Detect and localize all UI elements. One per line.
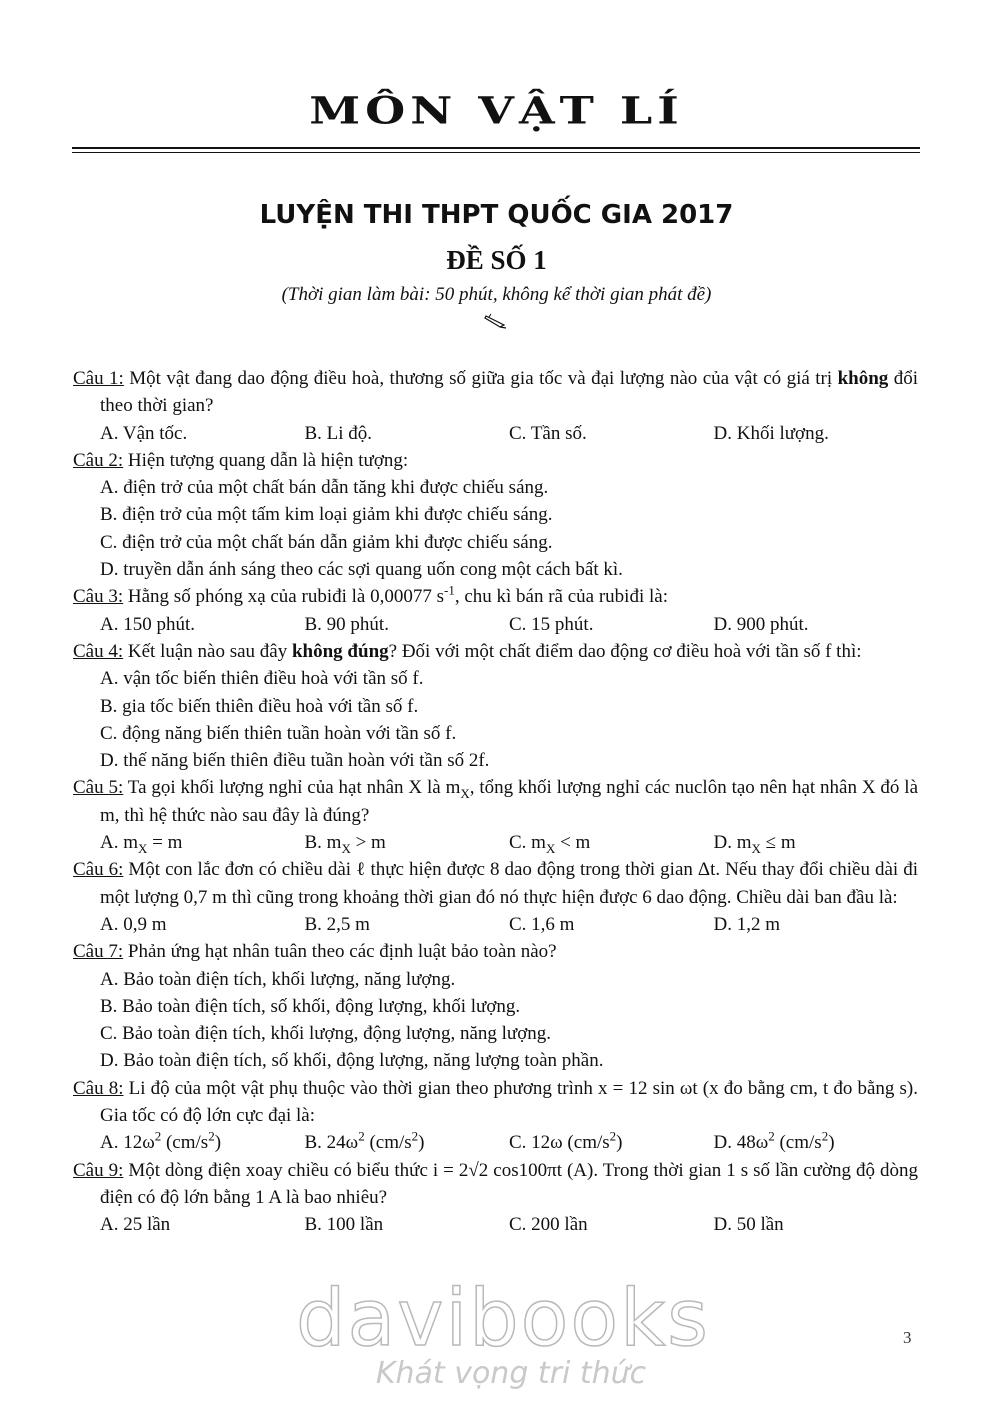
subject-title: MÔN VẬT LÍ	[309, 88, 684, 133]
option-a[interactable]: A. điện trở của một chất bán dẫn tăng khi được chiếu sáng.	[100, 477, 549, 499]
question-8	[73, 1075, 918, 1157]
stem-text: Một con lắc đơn có chiều dài ℓ thực hiện được 8 dao động trong thời gian Δt. Nếu thay đổi chiều dài đi một lượng 0,7 m thì cũng trong khoảng thời gian đó nó thực hiện được 6 dao động. Chiều dài ban đầu là:	[100, 859, 918, 908]
question-label: Câu 5:	[73, 777, 124, 799]
exam-note: (Thời gian làm bài: 50 phút, không kể thời gian phát đề)	[281, 284, 712, 305]
option-text: C. m	[509, 832, 546, 854]
option-subscript: X	[341, 840, 351, 856]
question-label: Câu 3:	[73, 586, 124, 608]
stem-emphasis: không	[837, 368, 889, 389]
option-text: )	[214, 1132, 222, 1154]
option-d[interactable]: D. Khối lượng.	[713, 422, 829, 444]
option-row	[73, 1211, 918, 1238]
option-c[interactable]: C. 15 phút.	[509, 613, 594, 635]
question-stem	[73, 1075, 918, 1130]
option-subscript: X	[545, 840, 556, 856]
question-6	[73, 856, 918, 938]
stem-text: (x đo bằng cm, t đo bằng s). Gia tốc có độ lớn cực đại là:	[100, 1077, 918, 1127]
option-superscript: 2	[358, 1128, 365, 1144]
option-text: )	[418, 1132, 425, 1154]
option-b[interactable]: B. Bảo toàn điện tích, số khối, động lượng, khối lượng.	[100, 995, 521, 1017]
option-text: (cm/s	[364, 1132, 412, 1154]
option-b[interactable]: B. 100 lần	[304, 1214, 384, 1236]
option-d[interactable]: D. 50 lần	[713, 1214, 784, 1236]
question-3	[73, 583, 918, 638]
option-b[interactable]: B. gia tốc biến thiên điều hoà với tần số f.	[100, 695, 419, 717]
option-b[interactable]: B. 2,5 m	[304, 913, 370, 935]
option-c[interactable]	[509, 1129, 714, 1156]
question-label: Câu 9:	[73, 1159, 124, 1181]
option-superscript: 2	[768, 1128, 775, 1144]
stem-text: Ta gọi khối lượng nghỉ của hạt nhân X là m	[123, 777, 461, 799]
option-d[interactable]: D. truyền dẫn ánh sáng theo các sợi quang uốn cong một cách bất kì.	[100, 559, 623, 581]
question-label: Câu 6:	[73, 859, 124, 881]
header-rule-thick	[72, 147, 920, 149]
question-stem	[73, 938, 918, 965]
option-subscript: X	[138, 840, 148, 856]
option-text: )	[828, 1132, 835, 1154]
pen-icon	[484, 313, 508, 329]
option-c[interactable]	[509, 829, 714, 856]
stem-text: (A). Trong thời gian 1 s số lần cường độ dòng điện có độ lớn bằng 1 A là bao nhiêu?	[100, 1159, 918, 1208]
question-stem	[73, 1157, 918, 1212]
stem-text: Một vật đang dao động điều hoà, thương số giữa gia tốc và đại lượng nào của vật có giá trị	[123, 368, 838, 389]
question-stem	[73, 856, 918, 911]
question-7	[73, 938, 918, 1074]
option-text: B. m	[304, 832, 342, 854]
stem-text: đổi theo thời gian?	[100, 368, 918, 417]
stem-subscript: X	[460, 786, 470, 802]
option-text: A. 12ω	[100, 1132, 155, 1154]
exam-title: LUYỆN THI THPT QUỐC GIA 2017	[259, 200, 734, 230]
option-b[interactable]	[305, 829, 510, 856]
stem-formula: x = 12 sin ωt	[598, 1077, 703, 1099]
option-text: D. 48ω	[713, 1132, 769, 1154]
option-a[interactable]: A. 25 lần	[100, 1214, 171, 1236]
question-5	[73, 774, 918, 856]
option-d[interactable]: D. 1,2 m	[713, 913, 780, 935]
option-a[interactable]: A. vận tốc biến thiên điều hoà với tần số f.	[100, 668, 424, 690]
question-label: Câu 2:	[73, 449, 124, 471]
option-a[interactable]: A. Vận tốc.	[100, 422, 188, 444]
stem-formula: i = 2√2 cos100πt	[432, 1159, 562, 1181]
question-4	[73, 638, 918, 774]
option-text: < m	[555, 832, 591, 854]
question-stem	[73, 447, 918, 474]
page-number: 3	[903, 1328, 912, 1347]
question-stem	[73, 365, 918, 420]
exam-number: ĐỀ SỐ 1	[446, 245, 547, 275]
option-c[interactable]: C. Tần số.	[509, 422, 587, 444]
question-list	[73, 365, 918, 1239]
question-9	[73, 1157, 918, 1239]
stem-emphasis: không đúng	[291, 640, 389, 662]
option-d[interactable]: D. Bảo toàn điện tích, số khối, động lượng, năng lượng toàn phần.	[100, 1050, 604, 1072]
option-c[interactable]: C. điện trở của một chất bán dẫn giảm khi được chiếu sáng.	[100, 531, 553, 553]
option-superscript: 2	[154, 1128, 162, 1144]
watermark-brand: davibooks	[296, 1274, 710, 1364]
option-text: ≤ m	[760, 832, 796, 854]
option-b[interactable]	[305, 1129, 510, 1156]
option-a[interactable]	[100, 829, 305, 856]
option-row	[73, 420, 918, 447]
watermark-slogan: Khát vọng tri thức	[375, 1356, 647, 1391]
option-row	[73, 611, 918, 638]
option-a[interactable]: A. 0,9 m	[100, 913, 167, 935]
option-c[interactable]: C. 200 lần	[509, 1214, 588, 1236]
stem-text: , chu kì bán rã của rubiđi là:	[454, 586, 668, 608]
question-label: Câu 4:	[73, 640, 124, 662]
option-text: C. 12ω (cm/s	[509, 1132, 610, 1154]
option-a[interactable]: A. Bảo toàn điện tích, khối lượng, năng lượng.	[100, 968, 456, 990]
option-c[interactable]: C. động năng biến thiên tuần hoàn với tần số f.	[100, 722, 457, 744]
option-d[interactable]: D. 900 phút.	[713, 613, 809, 635]
stem-text: Một dòng điện xoay chiều có biểu thức	[123, 1159, 433, 1181]
option-text: B. 24ω	[304, 1132, 359, 1154]
option-text: (cm/s	[161, 1132, 209, 1154]
question-label: Câu 8:	[73, 1077, 124, 1099]
option-d[interactable]	[714, 1129, 919, 1156]
question-stem	[73, 638, 918, 665]
stem-text: Hằng số phóng xạ của rubiđi là 0,00077 s	[123, 586, 444, 608]
option-text: D. m	[713, 832, 752, 854]
option-c[interactable]: C. 1,6 m	[509, 913, 575, 935]
stem-text: Phản ứng hạt nhân tuân theo các định luật bảo toàn nào?	[123, 941, 557, 963]
watermark	[296, 1274, 710, 1391]
stem-text: Li độ của một vật phụ thuộc vào thời gian theo phương trình	[123, 1077, 599, 1099]
stem-text: Hiện tượng quang dẫn là hiện tượng:	[123, 449, 409, 471]
option-d[interactable]: D. thế năng biến thiên điều tuần hoàn với tần số 2f.	[100, 750, 490, 772]
option-b[interactable]: B. điện trở của một tấm kim loại giảm khi được chiếu sáng.	[100, 504, 553, 526]
option-a[interactable]	[100, 1129, 305, 1156]
stem-text: ? Đối với một chất điểm dao động cơ điều hoà với tần số f thì:	[388, 640, 862, 662]
option-superscript: 2	[821, 1128, 829, 1144]
question-2	[73, 447, 918, 583]
option-b[interactable]: B. Li độ.	[304, 422, 373, 444]
option-c[interactable]: C. Bảo toàn điện tích, khối lượng, động lượng, năng lượng.	[100, 1023, 552, 1045]
option-text: > m	[350, 832, 386, 854]
header-rule-thin	[72, 152, 920, 153]
option-row	[73, 911, 918, 938]
option-text: A. m	[100, 832, 138, 854]
question-label: Câu 7:	[73, 941, 124, 963]
question-stem	[73, 583, 918, 610]
option-b[interactable]: B. 90 phút.	[304, 613, 389, 635]
option-text: (cm/s	[774, 1132, 822, 1154]
option-superscript: 2	[208, 1128, 215, 1144]
option-superscript: 2	[411, 1128, 419, 1144]
option-a[interactable]: A. 150 phút.	[100, 613, 195, 635]
question-label: Câu 1:	[73, 368, 124, 389]
option-d[interactable]	[714, 829, 919, 856]
option-text: = m	[147, 832, 183, 854]
stem-text: Kết luận nào sau đây	[123, 640, 292, 662]
question-stem	[73, 774, 918, 829]
stem-text: , tổng khối lượng nghỉ các nuclôn tạo nên hạt nhân X đó là m, thì hệ thức nào sau đây là đúng?	[100, 777, 918, 826]
option-text: )	[616, 1132, 623, 1154]
option-row	[73, 829, 918, 856]
question-1	[73, 365, 918, 447]
option-superscript: 2	[609, 1128, 617, 1144]
option-row	[73, 1129, 918, 1156]
stem-superscript: -1	[443, 583, 455, 599]
option-subscript: X	[751, 840, 761, 856]
